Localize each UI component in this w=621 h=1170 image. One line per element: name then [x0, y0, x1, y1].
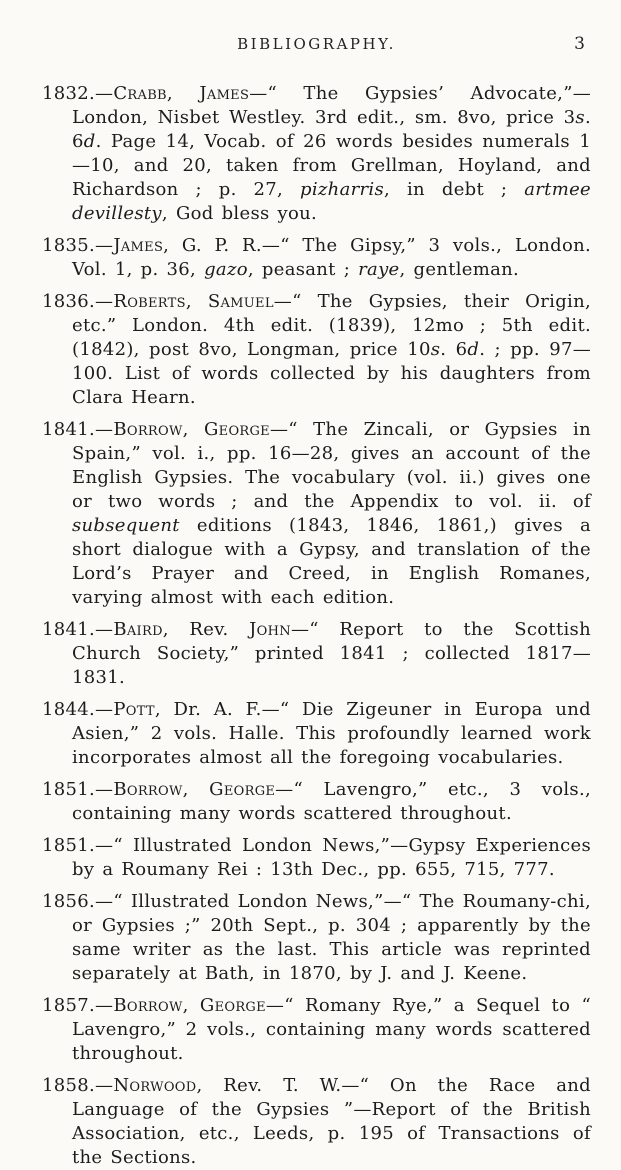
italic-term: d — [83, 131, 96, 152]
author-name: Norwood, — [113, 1075, 203, 1096]
bibliography-entry — [42, 778, 591, 826]
entry-text: —“ Romany Rye,” a Sequel to “ Lavengro,” 2 vols., containing many words scattered throughout. — [72, 995, 591, 1064]
author-name: John — [249, 619, 291, 640]
entry-text: 1835.— — [42, 235, 114, 256]
entry-text: Dr. A. F.—“ Die Zigeuner in Europa und Asien,” 2 vols. Halle. This profoundly learned work incorporates almost all the foregoing vocabularies. — [72, 699, 591, 768]
bibliography-entry — [42, 1074, 591, 1170]
italic-term: gazo — [204, 259, 248, 280]
entry-text: , in debt ; — [384, 179, 525, 200]
entry-text: 1851.—“ Illustrated London News,”—Gypsy Experiences by a Roumany Rei : 13th Dec., pp. 655, 715, 777. — [42, 835, 591, 880]
bibliography-entry — [42, 994, 591, 1066]
author-name: Borrow, George — [113, 779, 276, 800]
italic-term: artmee devillesty — [72, 179, 591, 224]
page-header — [42, 34, 591, 56]
bibliography-entry — [42, 890, 591, 986]
entry-text: —“ The Zincali, or Gypsies in Spain,” vol. i., pp. 16—28, gives an account of the English Gypsies. The vocabulary (vol. ii.) gives one or two words ; and the Appendix to vol. ii. of — [72, 419, 591, 512]
running-head-title: BIBLIOGRAPHY. — [237, 35, 396, 53]
bibliography-entry — [42, 698, 591, 770]
entry-text: , God bless you. — [161, 203, 318, 224]
entry-text: —“ Lavengro,” etc., 3 vols., containing many words scattered throughout. — [72, 779, 591, 824]
entry-text: , gentleman. — [399, 259, 520, 280]
entry-text: —“ The Gypsies’ Advocate,”—London, Nisbet Westley. 3rd edit., sm. 8vo, price 3 — [72, 83, 591, 128]
entry-text: . Page 14, Vocab. of 26 words besides numerals 1—10, and 20, taken from Grellman, Hoyland, and Richardson ; p. 27, — [72, 131, 591, 200]
entry-text: —“ The Gypsies, their Origin, etc.” London. 4th edit. (1839), 12mo ; 5th edit. (1842), post 8vo, Longman, price 10 — [72, 291, 591, 360]
author-name: Baird, — [113, 619, 169, 640]
author-name: Borrow, George — [113, 995, 266, 1016]
page-number: 3 — [574, 34, 585, 54]
entry-text: 1857.— — [42, 995, 114, 1016]
bibliography-entry — [42, 418, 591, 610]
entry-text: 1841.— — [42, 619, 114, 640]
entry-text: editions (1843, 1846, 1861,) gives a short dialogue with a Gypsy, and translation of the Lord’s Prayer and Creed, in English Romanes, varying almost with each edition. — [72, 515, 591, 608]
italic-term: raye — [358, 259, 400, 280]
entry-text: 1844.— — [42, 699, 114, 720]
bibliography-entry — [42, 234, 591, 282]
italic-term: d — [467, 339, 480, 360]
bibliography-entry — [42, 290, 591, 410]
entry-text: Rev. T. W.—“ On the Race and Language of the Gypsies ”—Report of the British Association, etc., Leeds, p. 195 of Transactions of the Sections. — [72, 1075, 591, 1168]
entry-text: 1832.— — [42, 83, 114, 104]
author-name: Borrow, George — [113, 419, 270, 440]
entry-text: 1841.— — [42, 419, 114, 440]
author-name: Roberts, Samuel — [113, 291, 274, 312]
italic-term: pizharris — [300, 179, 385, 200]
entry-text: . ; pp. 97—100. List of words collected by his daughters from Clara Hearn. — [72, 339, 591, 408]
entry-text: 1851.— — [42, 779, 114, 800]
entry-text: —“ The Gipsy,” 3 vols., London. Vol. 1, p. 36, — [72, 235, 591, 280]
entry-text: 1856.—“ Illustrated London News,”—“ The Roumany-chi, or Gypsies ;” 20th Sept., p. 304 ; apparently by the same writer as the last. This article was reprinted separately at Bath, in 1870, by J. and J. Keene. — [42, 891, 591, 984]
italic-term: s — [430, 339, 441, 360]
entry-text: Rev. — [168, 619, 250, 640]
entry-text: . 6 — [440, 339, 468, 360]
italic-term: subsequent — [72, 515, 180, 536]
entry-text: 1858.— — [42, 1075, 114, 1096]
author-name: Pott, — [113, 699, 161, 720]
entry-text: . 6 — [72, 107, 591, 152]
entry-text: —“ Report to the Scottish Church Society,” printed 1841 ; collected 1817—1831. — [72, 619, 591, 688]
bibliography-entry — [42, 82, 591, 226]
author-name: James, G. P. R. — [113, 235, 262, 256]
italic-term: s — [575, 107, 585, 128]
bibliography-entry — [42, 834, 591, 882]
entry-text: 1836.— — [42, 291, 114, 312]
bibliography-entries — [42, 82, 591, 1170]
bibliography-entry — [42, 618, 591, 690]
author-name: Crabb, James — [113, 83, 250, 104]
entry-text: , peasant ; — [247, 259, 359, 280]
